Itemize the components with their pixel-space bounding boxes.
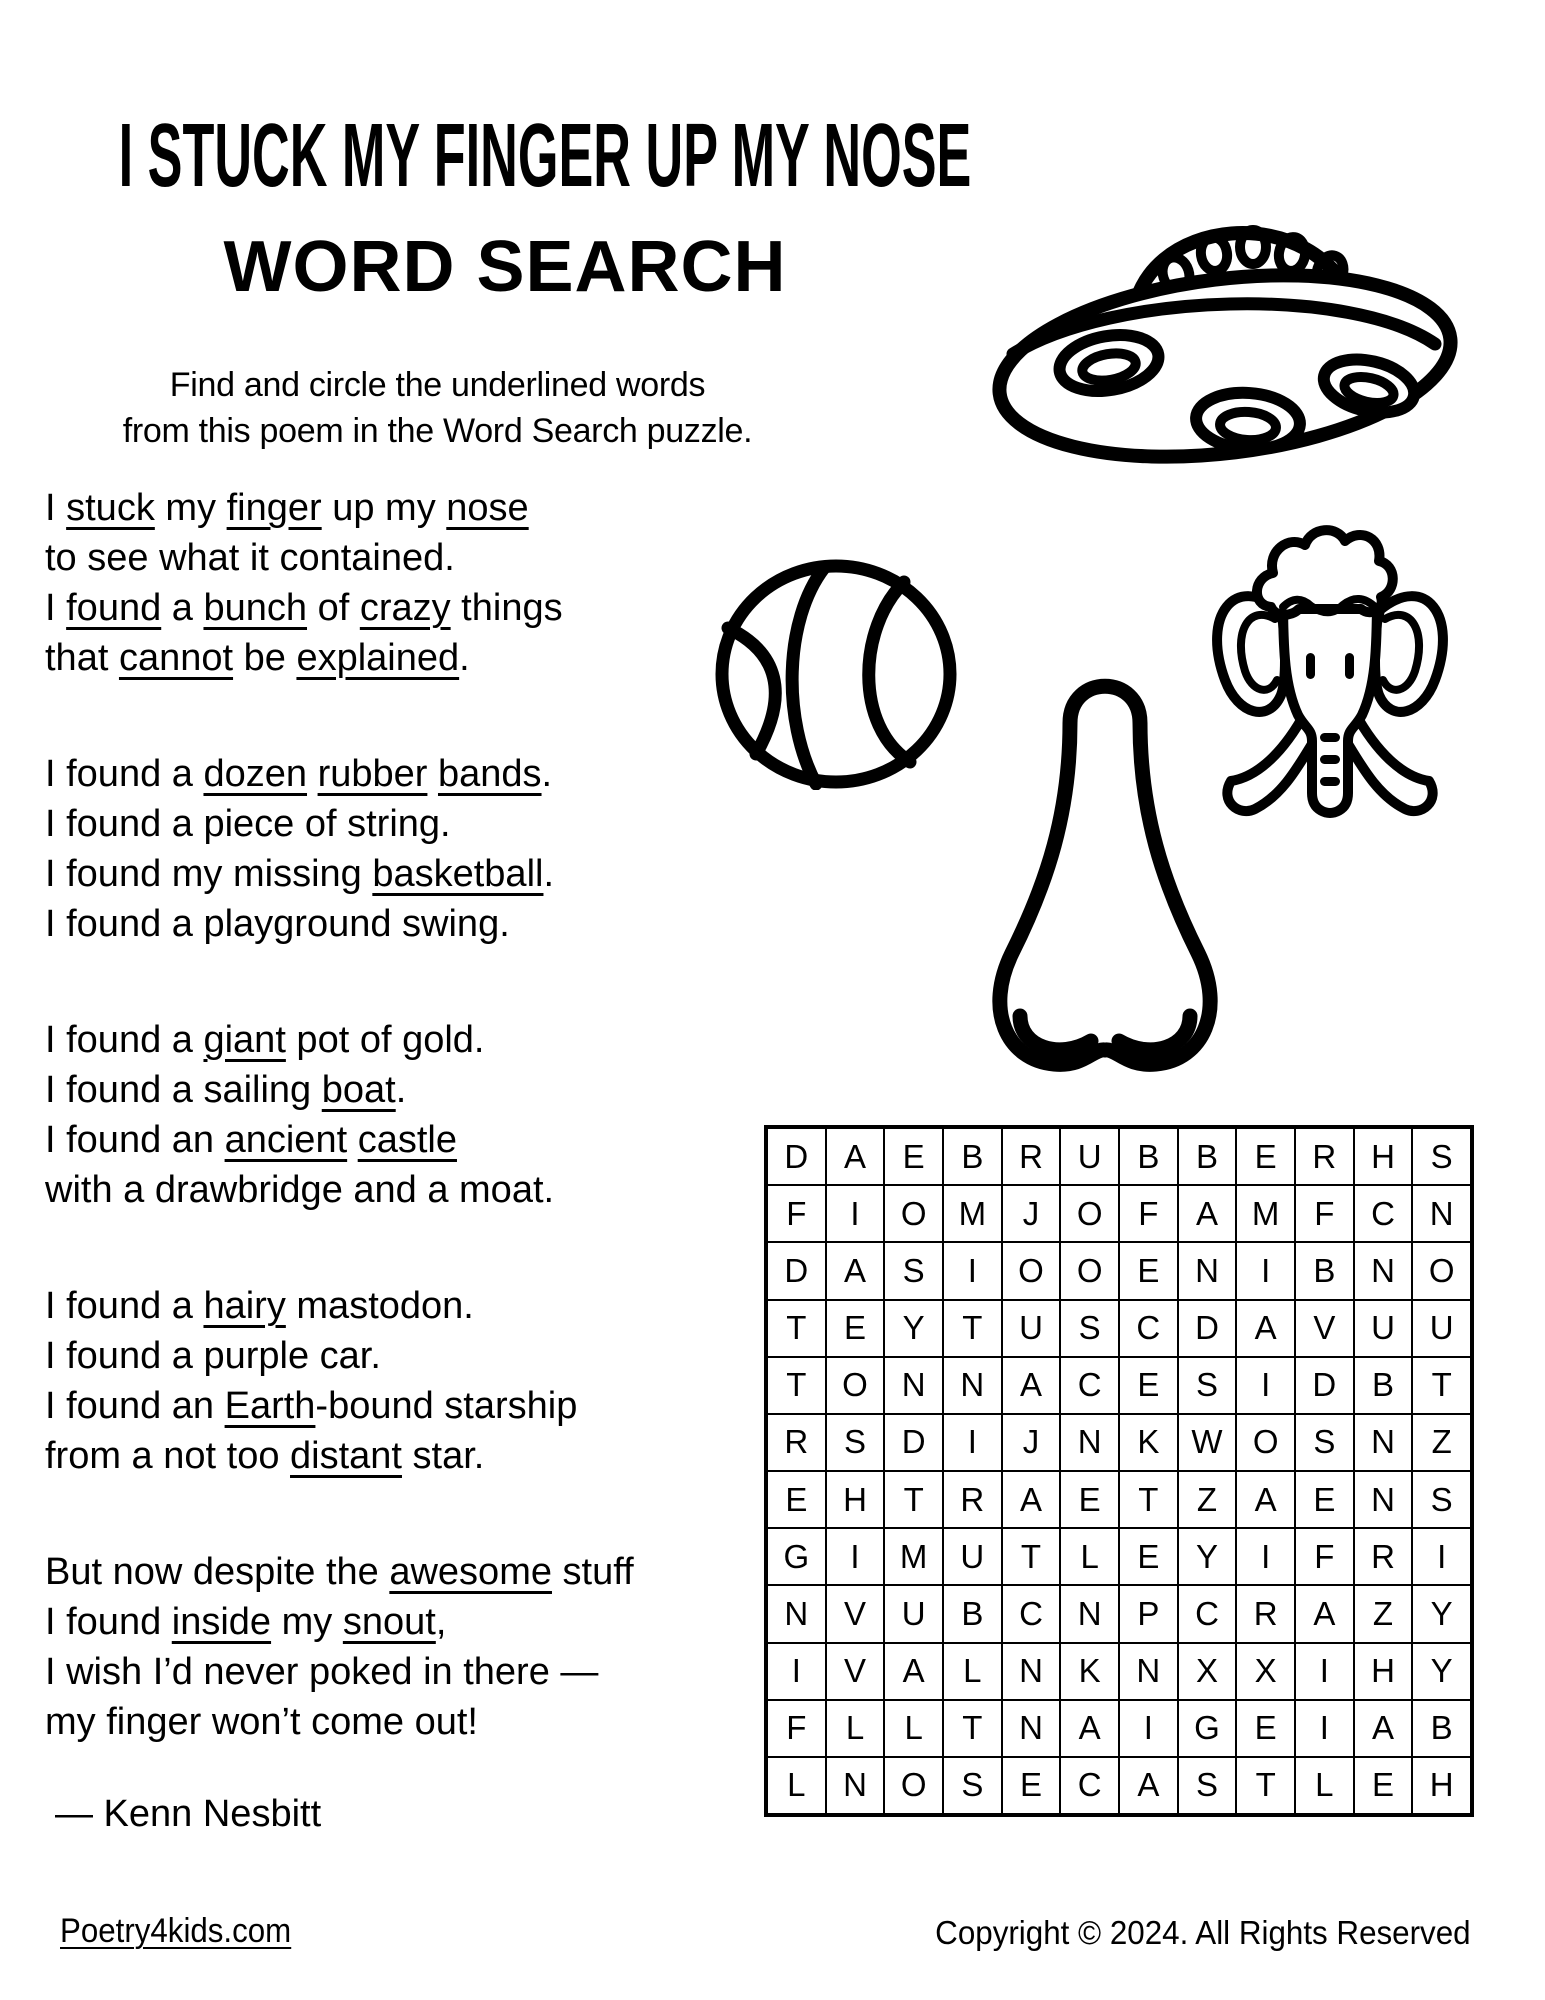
poem xyxy=(45,483,685,1813)
grid-cell: A xyxy=(1119,1757,1178,1814)
grid-cell: C xyxy=(1002,1585,1061,1642)
grid-cell: U xyxy=(1002,1300,1061,1357)
grid-cell: E xyxy=(1354,1757,1413,1814)
grid-cell: H xyxy=(1412,1757,1471,1814)
grid-cell: T xyxy=(1236,1757,1295,1814)
grid-cell: N xyxy=(884,1357,943,1414)
grid-cell: C xyxy=(1354,1185,1413,1242)
grid-cell: E xyxy=(1119,1357,1178,1414)
grid-cell: S xyxy=(943,1757,1002,1814)
poem-line: I found inside my snout, xyxy=(45,1601,447,1643)
grid-cell: S xyxy=(1412,1128,1471,1185)
grid-cell: M xyxy=(884,1528,943,1585)
grid-cell: O xyxy=(1236,1414,1295,1471)
underlined-word: castle xyxy=(357,1119,457,1161)
grid-cell: A xyxy=(1002,1471,1061,1528)
grid-cell: D xyxy=(884,1414,943,1471)
grid-cell: I xyxy=(1236,1357,1295,1414)
grid-cell: S xyxy=(1060,1300,1119,1357)
grid-cell: G xyxy=(767,1528,826,1585)
poem-line: I found a hairy mastodon. xyxy=(45,1285,474,1327)
poem-stanza xyxy=(45,1015,685,1215)
grid-cell: D xyxy=(767,1128,826,1185)
grid-cell: F xyxy=(767,1700,826,1757)
grid-cell: N xyxy=(1002,1700,1061,1757)
poem-line: that cannot be explained. xyxy=(45,637,470,679)
grid-cell: B xyxy=(1295,1242,1354,1299)
grid-cell: T xyxy=(767,1357,826,1414)
grid-cell: U xyxy=(943,1528,1002,1585)
grid-cell: F xyxy=(1295,1528,1354,1585)
grid-cell: N xyxy=(826,1757,885,1814)
grid-cell: T xyxy=(1119,1471,1178,1528)
grid-cell: F xyxy=(767,1185,826,1242)
grid-cell: S xyxy=(1178,1357,1237,1414)
grid-cell: E xyxy=(1060,1471,1119,1528)
grid-cell: E xyxy=(1002,1757,1061,1814)
grid-cell: B xyxy=(1178,1128,1237,1185)
poem-line: But now despite the awesome stuff xyxy=(45,1551,634,1593)
grid-cell: O xyxy=(884,1185,943,1242)
grid-cell: Y xyxy=(884,1300,943,1357)
grid-cell: U xyxy=(1060,1128,1119,1185)
underlined-word: basketball xyxy=(372,853,544,895)
underlined-word: stuck xyxy=(66,487,155,529)
grid-cell: C xyxy=(1178,1585,1237,1642)
grid-cell: F xyxy=(1119,1185,1178,1242)
underlined-word: inside xyxy=(171,1601,272,1643)
grid-cell: X xyxy=(1236,1643,1295,1700)
poem-line: I found my missing basketball. xyxy=(45,853,555,895)
grid-cell: C xyxy=(1060,1757,1119,1814)
grid-cell: Z xyxy=(1178,1471,1237,1528)
grid-cell: T xyxy=(1412,1357,1471,1414)
grid-cell: I xyxy=(1295,1643,1354,1700)
grid-cell: D xyxy=(767,1242,826,1299)
grid-cell: G xyxy=(1178,1700,1237,1757)
grid-cell: U xyxy=(1412,1300,1471,1357)
grid-cell: A xyxy=(1295,1585,1354,1642)
grid-cell: B xyxy=(943,1585,1002,1642)
grid-cell: A xyxy=(1178,1185,1237,1242)
grid-cell: L xyxy=(1060,1528,1119,1585)
grid-cell: V xyxy=(826,1585,885,1642)
grid-cell: M xyxy=(943,1185,1002,1242)
grid-cell: L xyxy=(1295,1757,1354,1814)
grid-cell: I xyxy=(1236,1528,1295,1585)
grid-cell: T xyxy=(767,1300,826,1357)
grid-cell: I xyxy=(943,1414,1002,1471)
grid-cell: I xyxy=(826,1185,885,1242)
instructions-line-2: from this poem in the Word Search puzzle. xyxy=(122,412,753,450)
grid-cell: K xyxy=(1060,1643,1119,1700)
grid-cell: J xyxy=(1002,1414,1061,1471)
grid-cell: D xyxy=(1178,1300,1237,1357)
grid-cell: E xyxy=(1236,1128,1295,1185)
poem-line: I found a dozen rubber bands. xyxy=(45,753,553,795)
underlined-word: giant xyxy=(203,1019,286,1061)
poem-line: I found a playground swing. xyxy=(45,903,510,945)
grid-cell: H xyxy=(1354,1643,1413,1700)
grid-cell: F xyxy=(1295,1185,1354,1242)
grid-cell: A xyxy=(1236,1471,1295,1528)
grid-cell: N xyxy=(1354,1242,1413,1299)
grid-cell: A xyxy=(1002,1357,1061,1414)
grid-cell: N xyxy=(767,1585,826,1642)
poem-line: I found a purple car. xyxy=(45,1335,381,1377)
poem-stanza xyxy=(45,1281,685,1481)
page-title: I STUCK MY FINGER UP MY NOSE xyxy=(118,105,972,207)
grid-cell: O xyxy=(1060,1185,1119,1242)
grid-cell: T xyxy=(1002,1528,1061,1585)
grid-cell: V xyxy=(1295,1300,1354,1357)
grid-cell: E xyxy=(884,1128,943,1185)
grid-cell: R xyxy=(943,1471,1002,1528)
poem-line: I found an Earth-bound starship xyxy=(45,1385,578,1427)
grid-cell: O xyxy=(1412,1242,1471,1299)
grid-cell: N xyxy=(1178,1242,1237,1299)
ufo-icon xyxy=(985,150,1465,465)
grid-cell: I xyxy=(767,1643,826,1700)
grid-cell: A xyxy=(884,1643,943,1700)
poem-line: I stuck my finger up my nose xyxy=(45,487,529,529)
poem-line: I found an ancient castle xyxy=(45,1119,457,1161)
poem-line: I found a sailing boat. xyxy=(45,1069,407,1111)
grid-cell: S xyxy=(1412,1471,1471,1528)
poem-line: from a not too distant star. xyxy=(45,1435,485,1477)
grid-cell: N xyxy=(943,1357,1002,1414)
underlined-word: dozen xyxy=(203,753,308,795)
grid-cell: I xyxy=(943,1242,1002,1299)
underlined-word: hairy xyxy=(203,1285,286,1327)
underlined-word: snout xyxy=(342,1601,436,1643)
grid-cell: B xyxy=(943,1128,1002,1185)
grid-cell: L xyxy=(826,1700,885,1757)
grid-cell: N xyxy=(1002,1643,1061,1700)
grid-cell: L xyxy=(943,1643,1002,1700)
grid-cell: N xyxy=(1060,1585,1119,1642)
grid-cell: E xyxy=(767,1471,826,1528)
grid-cell: S xyxy=(1178,1757,1237,1814)
page-subtitle: WORD SEARCH xyxy=(223,227,787,307)
grid-cell: K xyxy=(1119,1414,1178,1471)
underlined-word: found xyxy=(66,587,162,629)
grid-cell: P xyxy=(1119,1585,1178,1642)
underlined-word: nose xyxy=(446,487,529,529)
grid-cell: S xyxy=(884,1242,943,1299)
grid-cell: N xyxy=(1354,1471,1413,1528)
grid-cell: T xyxy=(884,1471,943,1528)
grid-cell: R xyxy=(1002,1128,1061,1185)
grid-cell: N xyxy=(1354,1414,1413,1471)
grid-cell: R xyxy=(1295,1128,1354,1185)
underlined-word: explained xyxy=(296,637,460,679)
grid-cell: Y xyxy=(1178,1528,1237,1585)
grid-cell: H xyxy=(826,1471,885,1528)
grid-cell: I xyxy=(1119,1700,1178,1757)
grid-cell: I xyxy=(1412,1528,1471,1585)
grid-cell: J xyxy=(1002,1185,1061,1242)
grid-cell: Y xyxy=(1412,1585,1471,1642)
underlined-word: rubber xyxy=(317,753,428,795)
poem-attribution: — Kenn Nesbitt xyxy=(55,1793,322,1835)
grid-cell: A xyxy=(1354,1700,1413,1757)
poem-stanza xyxy=(45,749,685,949)
underlined-word: awesome xyxy=(389,1551,552,1593)
grid-cell: Y xyxy=(1412,1643,1471,1700)
grid-cell: A xyxy=(826,1128,885,1185)
grid-cell: U xyxy=(884,1585,943,1642)
underlined-word: distant xyxy=(290,1435,402,1477)
grid-cell: M xyxy=(1236,1185,1295,1242)
grid-cell: T xyxy=(943,1300,1002,1357)
grid-cell: H xyxy=(1354,1128,1413,1185)
grid-cell: E xyxy=(1295,1471,1354,1528)
grid-cell: R xyxy=(1236,1585,1295,1642)
grid-cell: X xyxy=(1178,1643,1237,1700)
grid-cell: O xyxy=(1060,1242,1119,1299)
grid-cell: A xyxy=(826,1242,885,1299)
grid-cell: B xyxy=(1354,1357,1413,1414)
grid-cell: N xyxy=(1119,1643,1178,1700)
grid-cell: A xyxy=(1236,1300,1295,1357)
underlined-word: bands xyxy=(437,753,542,795)
grid-cell: E xyxy=(1236,1700,1295,1757)
poem-line: my finger won’t come out! xyxy=(45,1701,478,1743)
underlined-word: Earth xyxy=(224,1385,316,1427)
underlined-word: crazy xyxy=(359,587,451,629)
instructions xyxy=(15,362,860,454)
poem-line: I wish I’d never poked in there — xyxy=(45,1651,599,1693)
grid-cell: U xyxy=(1354,1300,1413,1357)
grid-cell: E xyxy=(1119,1242,1178,1299)
grid-cell: S xyxy=(1295,1414,1354,1471)
underlined-word: cannot xyxy=(118,637,234,679)
grid-cell: B xyxy=(1119,1128,1178,1185)
grid-cell: Z xyxy=(1412,1414,1471,1471)
underlined-word: ancient xyxy=(224,1119,348,1161)
poem-line: to see what it contained. xyxy=(45,537,455,579)
grid-cell: C xyxy=(1060,1357,1119,1414)
poem-stanza xyxy=(45,483,685,683)
grid-cell: O xyxy=(826,1357,885,1414)
poem-line: with a drawbridge and a moat. xyxy=(45,1169,555,1211)
underlined-word: boat xyxy=(321,1069,396,1111)
footer-copyright: Copyright © 2024. All Rights Reserved xyxy=(935,1914,1471,1951)
poem-line: I found a piece of string. xyxy=(45,803,451,845)
poem-line: I found a giant pot of gold. xyxy=(45,1019,485,1061)
underlined-word: bunch xyxy=(203,587,308,629)
grid-cell: E xyxy=(1119,1528,1178,1585)
grid-cell: A xyxy=(1060,1700,1119,1757)
wordsearch-grid xyxy=(764,1125,1474,1817)
grid-cell: N xyxy=(1412,1185,1471,1242)
grid-cell: W xyxy=(1178,1414,1237,1471)
grid-cell: C xyxy=(1119,1300,1178,1357)
grid-cell: D xyxy=(1295,1357,1354,1414)
poem-stanza xyxy=(45,1547,685,1747)
grid-cell: Z xyxy=(1354,1585,1413,1642)
instructions-line-1: Find and circle the underlined words xyxy=(169,366,706,404)
grid-cell: O xyxy=(884,1757,943,1814)
grid-cell: R xyxy=(1354,1528,1413,1585)
poem-line: I found a bunch of crazy things xyxy=(45,587,563,629)
grid-cell: E xyxy=(826,1300,885,1357)
grid-cell: I xyxy=(826,1528,885,1585)
mastodon-icon xyxy=(1185,515,1475,830)
grid-cell: V xyxy=(826,1643,885,1700)
grid-cell: L xyxy=(767,1757,826,1814)
underlined-word: finger xyxy=(226,487,322,529)
grid-cell: R xyxy=(767,1414,826,1471)
footer-site-link[interactable]: Poetry4kids.com xyxy=(60,1912,292,1950)
grid-cell: O xyxy=(1002,1242,1061,1299)
grid-cell: N xyxy=(1060,1414,1119,1471)
grid-cell: S xyxy=(826,1414,885,1471)
grid-cell: I xyxy=(1295,1700,1354,1757)
grid-cell: L xyxy=(884,1700,943,1757)
grid-cell: B xyxy=(1412,1700,1471,1757)
grid-cell: I xyxy=(1236,1242,1295,1299)
grid-cell: T xyxy=(943,1700,1002,1757)
